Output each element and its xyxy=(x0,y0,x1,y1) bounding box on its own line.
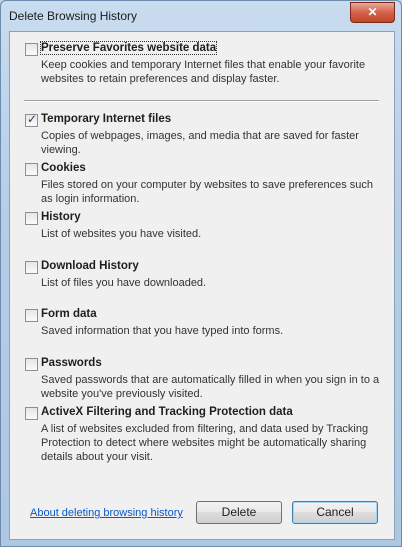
option-label[interactable]: Passwords xyxy=(41,357,102,369)
close-icon: ✕ xyxy=(367,5,378,19)
checkbox[interactable] xyxy=(25,212,38,225)
cancel-button[interactable]: Cancel xyxy=(292,501,378,524)
divider xyxy=(24,100,379,102)
option-description: Saved passwords that are automatically filled in when you sign in to a website you've previously visited. xyxy=(41,374,380,400)
option-label[interactable]: Temporary Internet files xyxy=(41,113,172,125)
checkbox[interactable] xyxy=(25,43,38,56)
option-label[interactable]: Preserve Favorites website data xyxy=(41,42,217,54)
option-description: Copies of webpages, images, and media that are saved for faster viewing. xyxy=(41,130,359,156)
checkbox[interactable] xyxy=(25,114,38,127)
option-label[interactable]: Cookies xyxy=(41,162,86,174)
checkbox[interactable] xyxy=(25,309,38,322)
close-button[interactable] xyxy=(350,2,395,23)
option-description: A list of websites excluded from filtering, and data used by Tracking Protection to detect where websites might be automatically sharing details about your visit. xyxy=(41,423,369,463)
checkbox[interactable] xyxy=(25,358,38,371)
about-deleting-history-link[interactable]: About deleting browsing history xyxy=(30,507,183,519)
checkbox[interactable] xyxy=(25,407,38,420)
window-title: Delete Browsing History xyxy=(9,9,138,23)
option-label[interactable]: History xyxy=(41,211,81,223)
checkbox[interactable] xyxy=(25,163,38,176)
option-label[interactable]: Form data xyxy=(41,308,97,320)
option-label[interactable]: Download History xyxy=(41,260,139,272)
option-description: Keep cookies and temporary Internet files that enable your favorite websites to retain preferences and display faster. xyxy=(41,59,366,85)
checkbox[interactable] xyxy=(25,261,38,274)
title-bar[interactable] xyxy=(1,1,401,29)
delete-button[interactable]: Delete xyxy=(196,501,282,524)
option-description: Saved information that you have typed into forms. xyxy=(41,325,284,337)
option-description: List of files you have downloaded. xyxy=(41,277,207,289)
dialog-body xyxy=(9,31,395,540)
option-description: List of websites you have visited. xyxy=(41,228,202,240)
option-label[interactable]: ActiveX Filtering and Tracking Protection data xyxy=(41,406,293,418)
option-description: Files stored on your computer by websites to save preferences such as login information. xyxy=(41,179,373,205)
